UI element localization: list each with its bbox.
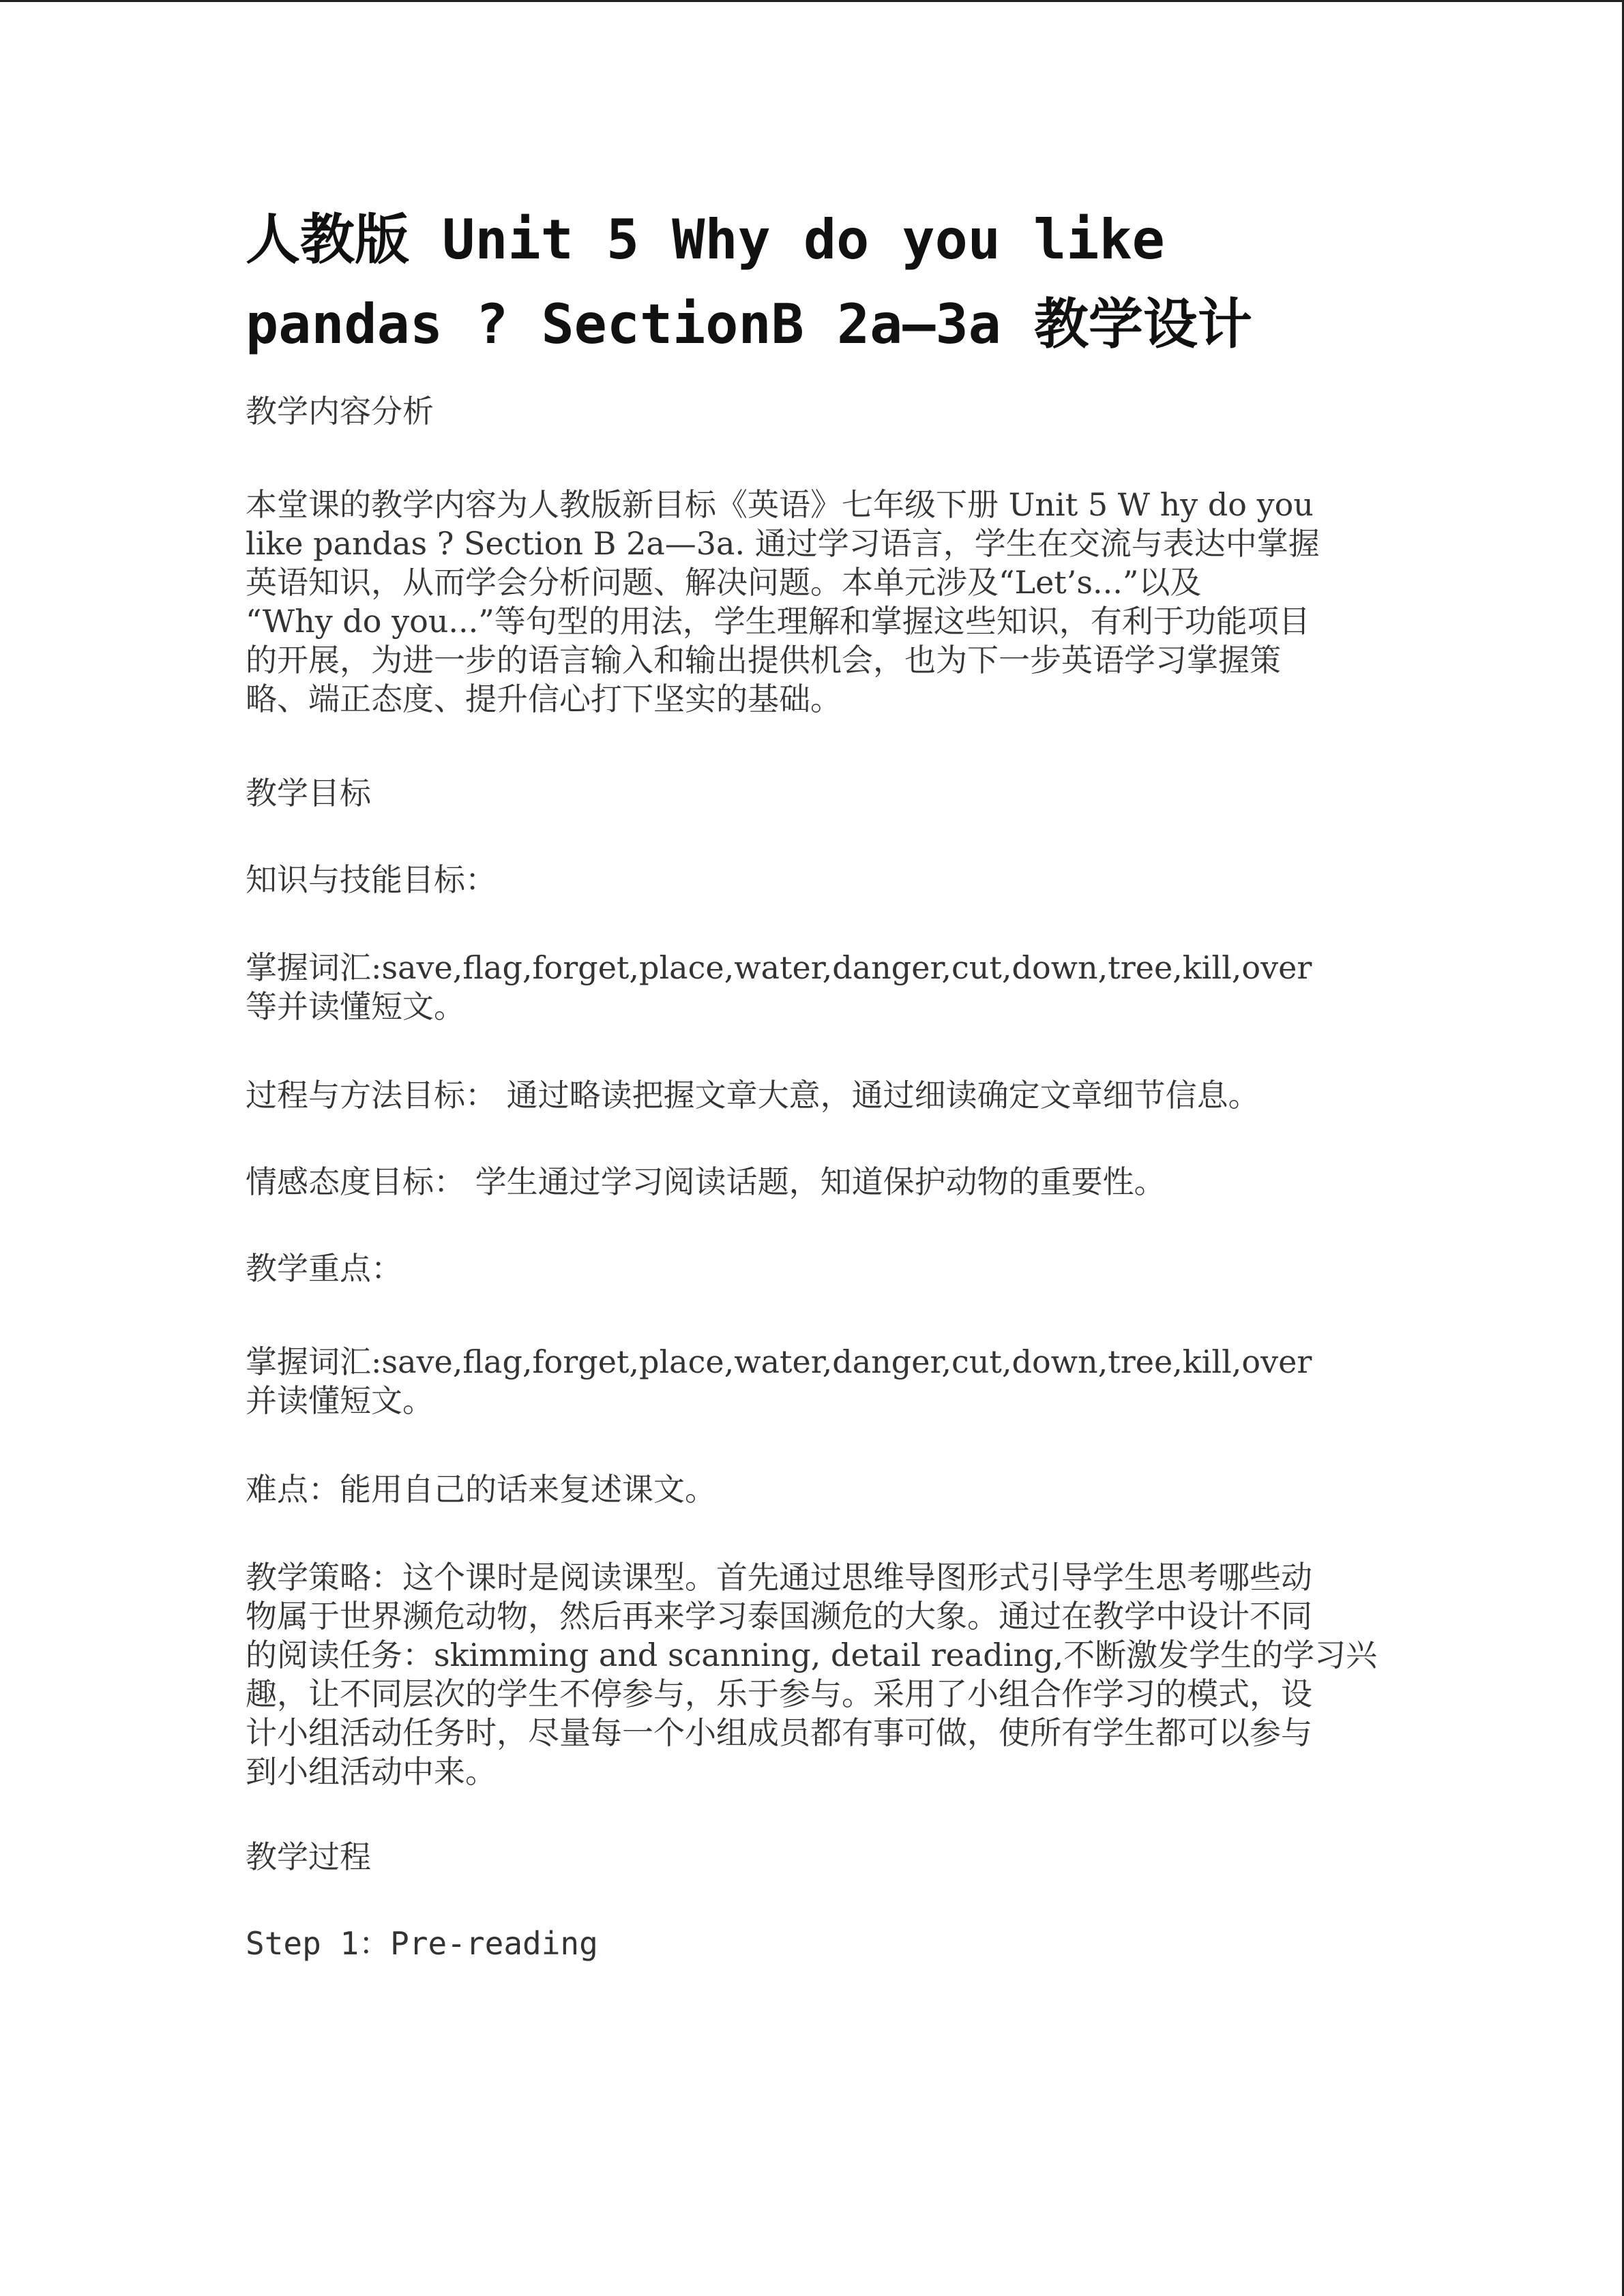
page-top-border <box>0 0 1624 2</box>
key-points-line: 并读懂短文。 <box>246 1382 434 1419</box>
emotion-goal-text: 情感态度目标： 学生通过学习阅读话题，知道保护动物的重要性。 <box>246 1163 1166 1200</box>
teaching-strategy-line: 物属于世界濒危动物，然后再来学习泰国濒危的大象。通过在教学中设计不同 <box>246 1598 1312 1635</box>
content-analysis-line: “Why do you...”等句型的用法，学生理解和掌握这些知识，有利于功能项目 <box>246 603 1310 640</box>
knowledge-goal-heading: 知识与技能目标： <box>246 861 497 898</box>
teaching-strategy-line: 趣，让不同层次的学生不停参与，乐于参与。采用了小组合作学习的模式，设 <box>246 1675 1312 1712</box>
process-goal-text: 过程与方法目标： 通过略读把握文章大意，通过细读确定文章细节信息。 <box>246 1077 1260 1114</box>
vocabulary-goal-line: 掌握词汇:save,flag,forget,place,water,danger,cut,down,tree,kill,over <box>246 949 1312 986</box>
key-points-paragraph <box>246 1343 1378 1420</box>
content-analysis-paragraph <box>246 486 1378 719</box>
content-analysis-line: 英语知识，从而学会分析问题、解决问题。本单元涉及“Let’s...”以及 <box>246 564 1202 601</box>
document-page <box>246 198 1378 1965</box>
content-analysis-line: 略、端正态度、提升信心打下坚实的基础。 <box>246 681 842 717</box>
step-1-heading: Step 1：Pre-reading <box>246 1925 598 1962</box>
teaching-strategy-line: 的阅读任务：skimming and scanning, detail reading,不断激发学生的学习兴 <box>246 1637 1378 1673</box>
teaching-goals-heading: 教学目标 <box>246 775 371 811</box>
document-title <box>246 198 1378 367</box>
content-analysis-line: 的开展，为进一步的语言输入和输出提供机会，也为下一步英语学习掌握策 <box>246 642 1281 679</box>
teaching-process-heading: 教学过程 <box>246 1838 371 1875</box>
document-title-line-2: pandas ? SectionB 2a—3a 教学设计 <box>246 293 1252 356</box>
key-points-line: 掌握词汇:save,flag,forget,place,water,danger,cut,down,tree,kill,over <box>246 1343 1312 1380</box>
content-analysis-line: 本堂课的教学内容为人教版新目标《英语》七年级下册 Unit 5 W hy do you <box>246 486 1314 523</box>
difficulty-text: 难点：能用自己的话来复述课文。 <box>246 1471 716 1508</box>
teaching-strategy-line: 计小组活动任务时，尽量每一个小组成员都有事可做，使所有学生都可以参与 <box>246 1714 1312 1751</box>
teaching-strategy-paragraph <box>246 1558 1378 1791</box>
teaching-strategy-line: 到小组活动中来。 <box>246 1753 497 1790</box>
content-analysis-heading: 教学内容分析 <box>246 393 434 430</box>
vocabulary-goal-line: 等并读懂短文。 <box>246 988 465 1025</box>
document-title-line-1: 人教版 Unit 5 Why do you like <box>246 208 1165 271</box>
teaching-strategy-line: 教学策略：这个课时是阅读课型。首先通过思维导图形式引导学生思考哪些动 <box>246 1559 1312 1596</box>
vocabulary-goal-paragraph <box>246 949 1378 1026</box>
key-points-heading: 教学重点： <box>246 1250 402 1287</box>
content-analysis-line: like pandas ? Section B 2a—3a. 通过学习语言，学生在交流与表达中掌握 <box>246 525 1320 562</box>
